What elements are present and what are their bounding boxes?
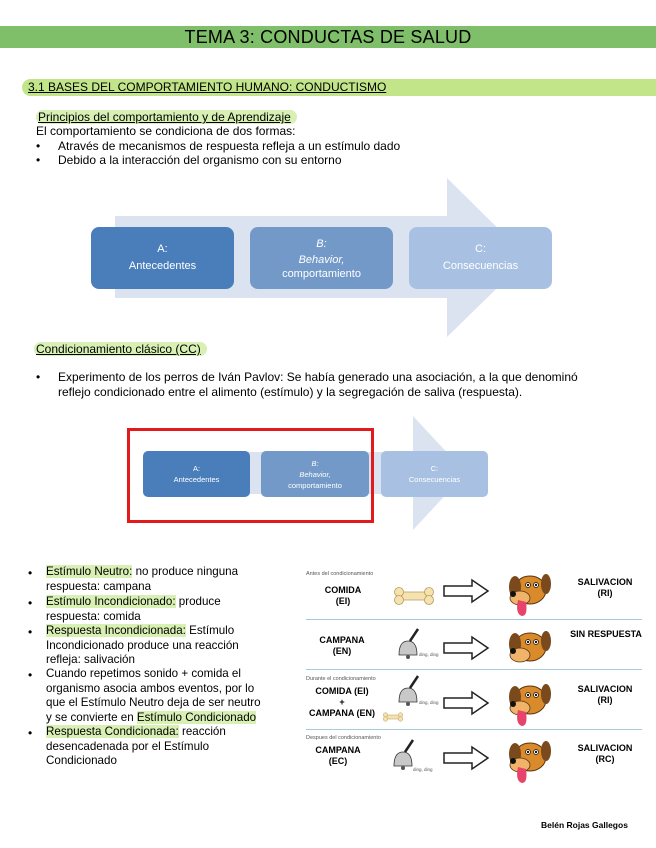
arrow-icon	[444, 580, 488, 602]
arrow-icon	[444, 747, 488, 769]
bullet-dot: •	[28, 566, 33, 580]
dog-icon	[509, 741, 551, 772]
principles-bullet-2: Debido a la interacción del organismo con su entorno	[58, 153, 342, 167]
diagram-stimulus-food: COMIDA (EI)	[324, 585, 362, 606]
section-title: 3.1 BASES DEL COMPORTAMIENTO HUMANO: CONDUCTISMO	[28, 80, 387, 94]
bullet-dot: •	[36, 370, 41, 384]
bone-icon	[395, 588, 434, 605]
diagram-response-salivation-ri-2: SALIVACION (RI)	[577, 684, 633, 705]
bullet-dot: •	[36, 153, 41, 167]
diagram-stimulus-bell-ec: CAMPANA (EC)	[315, 745, 361, 766]
tongue-icon	[517, 600, 526, 616]
bullet-dot: •	[28, 726, 33, 740]
classical-bullet-line1: Experimento de los perros de Iván Pavlov: Se había generado una asociación, a la que denominó	[58, 370, 578, 384]
bullet-dot: •	[28, 668, 33, 682]
bone-icon	[383, 713, 403, 722]
principles-bullet-1: Através de mecanismos de respuesta refleja a un estímulo dado	[58, 139, 401, 153]
flow-box-antecedents-small: A: Antecedentes	[143, 451, 250, 497]
diagram-label-after: Despues del condicionamiento	[306, 735, 381, 741]
diagram-label-before: Antes del condicionamiento	[306, 571, 374, 577]
diagram-stimulus-bell-en: CAMPANA (EN)	[319, 635, 365, 656]
bell-icon	[399, 629, 418, 659]
page-title: TEMA 3: CONDUCTAS DE SALUD	[184, 27, 472, 47]
flow-box-behavior-small: B: Behavior, comportamiento	[261, 451, 369, 497]
bell-icon	[394, 740, 413, 770]
flow-box-antecedents: A: Antecedentes	[91, 227, 234, 289]
dog-icon	[509, 574, 551, 605]
diagram-response-none: SIN RESPUESTA	[570, 629, 642, 639]
diagram-stimulus-food-bell: COMIDA (EI) + CAMPANA (EN)	[309, 686, 375, 718]
diagram-label-during: Durante el condicionamiento	[306, 676, 376, 682]
author-name: Belén Rojas Gallegos	[541, 820, 628, 830]
classical-heading: Condicionamiento clásico (CC)	[34, 342, 207, 357]
definition-neutral-stimulus: Estímulo Neutro: no produce ninguna respuesta: campana	[46, 565, 239, 593]
principles-intro: El comportamiento se condiciona de dos formas:	[36, 124, 296, 138]
dog-icon	[509, 684, 551, 715]
definition-conditioning-process: Cuando repetimos sonido + comida el organismo asocia ambos eventos, por lo que el Estímulo Neutro deja de ser neutro y se convierte en Estímulo Condicionado	[46, 667, 261, 724]
definition-unconditioned-response: Respuesta Incondicionada: Estímulo Incondicionado produce una reacción refleja: salivación	[46, 624, 239, 667]
bell-sound-label: ding, ding	[419, 652, 439, 657]
flow-box-behavior: B: Behavior, comportamiento	[250, 227, 393, 289]
bullet-dot: •	[28, 596, 33, 610]
flow-box-consequences-small: C: Consecuencias	[381, 451, 488, 497]
classical-bullet-line2: reflejo condicionado entre el alimento (estímulo) y la segregación de saliva (respuesta).	[58, 385, 523, 399]
bell-sound-label: ding, ding	[419, 700, 439, 705]
bullet-dot: •	[36, 139, 41, 153]
bullet-dot: •	[28, 625, 33, 639]
principles-heading: Principios del comportamiento y de Aprendizaje	[36, 110, 297, 125]
definition-conditioned-response: Respuesta Condicionada: reacción desencadenada por el Estímulo Condicionado	[46, 725, 226, 768]
arrow-icon	[444, 692, 488, 714]
arrow-icon	[444, 637, 488, 659]
diagram-response-salivation-rc: SALIVACION (RC)	[577, 743, 633, 764]
bell-sound-label: ding, ding	[413, 767, 433, 772]
dog-icon	[509, 631, 551, 662]
definition-unconditioned-stimulus: Estímulo Incondicionado: produce respuesta: comida	[46, 595, 221, 623]
flow-box-consequences: C: Consecuencias	[409, 227, 552, 289]
bell-icon	[399, 676, 418, 706]
diagram-response-salivation-ri: SALIVACION (RI)	[577, 577, 633, 598]
